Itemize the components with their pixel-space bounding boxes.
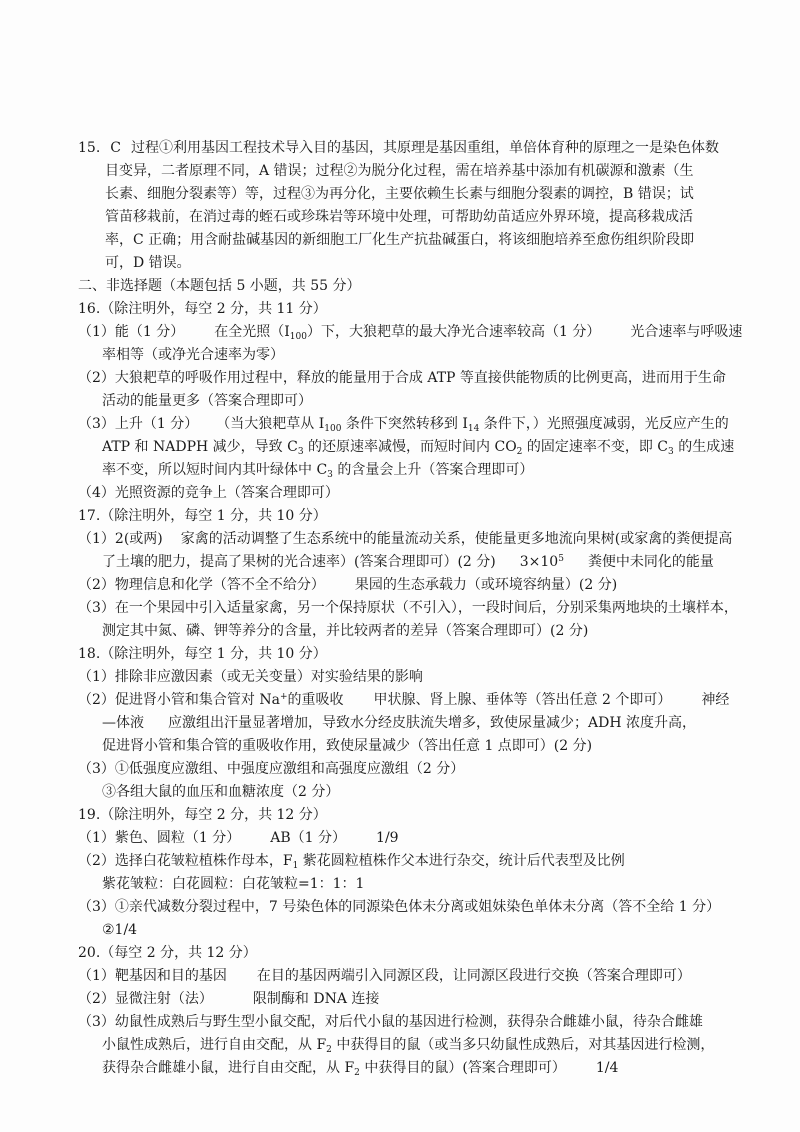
q18-a2-sup: + <box>279 692 288 702</box>
q18-a2-l2-a: —体液 <box>102 715 144 731</box>
q16-a2-line-1 <box>78 367 768 390</box>
q18-a2-part-c: 甲状腺、肾上腺、垂体等（答出任意 2 个即可） <box>373 692 672 708</box>
q18-a2-line-2 <box>78 712 768 735</box>
q17-a1-sup: 5 <box>558 554 564 564</box>
q16-a3-l2-b: 的还原速率减慢，而短时间内 CO <box>303 439 517 455</box>
q17-a3-line-2 <box>78 620 768 643</box>
q15-line-6 <box>78 252 768 275</box>
section-title <box>78 275 768 298</box>
q16-a1-part-c: ）下，大狼耙草的最大净光合速率较高（1 分） <box>306 324 601 340</box>
q17-a1-line-1 <box>78 528 768 551</box>
q16-a2-text-2: 活动的能量更多（答案合理即可） <box>102 393 312 409</box>
q19-a1-line <box>78 827 768 850</box>
q19-a2-line-2 <box>78 873 768 896</box>
q16-a3-part-c: 条件下突然转移到 I <box>341 416 468 432</box>
answer-content <box>78 137 768 1080</box>
q20-a3-l3-b: 中获得目的鼠）(答案合理即可） <box>359 1060 566 1076</box>
q19-a1-part-c: 1/9 <box>376 830 399 846</box>
q16-a3-sub-1: 100 <box>324 424 342 434</box>
q16-a3-l2-c: 的固定速率不变，即 C <box>522 439 669 455</box>
q18-a3-text-2: ③各组大鼠的血压和血糖浓度（2 分） <box>102 784 340 800</box>
q16-a3-l3-b: 的含量会上升（答案合理即可） <box>332 462 534 478</box>
q16-header <box>78 298 768 321</box>
q18-a2-part-a: （2）促进肾小管和集合管对 Na <box>78 692 280 708</box>
q20-a1-part-b: 在目的基因两端引入同源区段，让同源区段进行交换（答案合理即可） <box>256 968 691 984</box>
q16-a3-line-3 <box>78 459 768 482</box>
q15-line-2 <box>78 160 768 183</box>
q16-a3-part-a: （3）上升（1 分） <box>78 416 199 432</box>
q18-a1-text: （1）排除非应激因素（或无关变量）对实验结果的影响 <box>78 669 423 685</box>
q17-a1-l2-c: 粪便中未同化的能量 <box>587 554 714 570</box>
q16-a2-line-2 <box>78 390 768 413</box>
q16-a3-l2-a: ATP 和 NADPH 减少，导致 C <box>102 439 298 455</box>
q17-a2-line <box>78 574 768 597</box>
q20-a3-l2-a: 小鼠性成熟后，进行自由交配，从 F <box>102 1037 327 1053</box>
q18-header-text: 18.（除注明外，每空 1 分，共 10 分） <box>78 646 327 662</box>
q18-a3-line-1 <box>78 758 768 781</box>
q17-header-text: 17.（除注明外，每空 1 分，共 10 分） <box>78 508 327 524</box>
q18-a2-text-3: 促进肾小管和集合管的重吸收作用，致使尿量减少（答出任意 1 点即可）(2 分) <box>102 738 593 754</box>
q19-header-text: 19.（除注明外，每空 2 分，共 12 分） <box>78 807 327 823</box>
q17-header <box>78 505 768 528</box>
q20-a3-text-1: （3）幼鼠性成熟后与野生型小鼠交配，对后代小鼠的基因进行检测，获得杂合雌雄小鼠，待杂合雌雄 <box>78 1014 703 1030</box>
q19-a2-text-2: 紫花皱粒：白花圆粒：白花皱粒=1：1：1 <box>102 876 365 892</box>
q16-a3-part-b: （当大狼耙草从 I <box>216 416 325 432</box>
q20-a1-line <box>78 965 768 988</box>
q20-a3-line-3 <box>78 1057 768 1080</box>
q17-a3-line-1 <box>78 597 768 620</box>
q19-a2-part-b: 紫花圆粒植株作父本进行杂交，统计后代表型及比例 <box>298 853 625 869</box>
q16-a4-text: （4）光照资源的竞争上（答案合理即可） <box>78 485 339 501</box>
q15-answer: C <box>110 140 121 156</box>
q16-a1-part-b: 在全光照（I <box>214 324 290 340</box>
q18-a2-part-d: 神经 <box>701 692 730 708</box>
q17-a2-part-b: 果园的生态承载力（或环境容纳量）(2 分) <box>354 577 618 593</box>
q16-a2-text-1: （2）大狼耙草的呼吸作用过程中，释放的能量用于合成 ATP 等直接供能物质的比例更高，进而用于生命 <box>78 370 726 386</box>
q17-a3-text-1: （3）在一个果园中引入适量家禽，另一个保持原状（不引入），一段时间后，分别采集两地块的土壤样本， <box>78 600 738 616</box>
q20-a3-l3-a: 获得杂合雌雄小鼠，进行自由交配，从 F <box>102 1060 355 1076</box>
q19-a3-text-2: ②1/4 <box>102 922 138 938</box>
q20-header-text: 20.（每空 2 分，共 12 分） <box>78 945 257 961</box>
q15-text-5: 率，C 正确；用含耐盐碱基因的新细胞工厂化生产抗盐碱蛋白，将该细胞培养至愈伤组织阶段即 <box>105 232 695 248</box>
q19-a3-line-2 <box>78 919 768 942</box>
q20-a2-part-a: （2）显微注射（法） <box>78 991 213 1007</box>
q16-header-text: 16.（除注明外，每空 2 分，共 11 分） <box>78 301 327 317</box>
q15-text-1: 过程①利用基因工程技术导入目的基因，其原理是基因重组，单倍体育种的原理之一是染色体数 <box>130 140 719 156</box>
q19-a2-line-1 <box>78 850 768 873</box>
q18-a2-l2-b: 应激组出汗量显著增加，导致水分经皮肤流失增多，致使尿量减少；ADH 浓度升高， <box>168 715 696 731</box>
q15-line-3 <box>78 183 768 206</box>
q20-a3-l2-sub: 2 <box>326 1045 332 1055</box>
q19-a3-line-1 <box>78 896 768 919</box>
q17-a3-text-2: 测定其中氮、磷、钾等养分的含量，并比较两者的差异（答案合理即可）(2 分) <box>102 623 589 639</box>
q19-a1-part-a: （1）紫色、圆粒（1 分） <box>78 830 241 846</box>
q20-a2-part-b: 限制酶和 DNA 连接 <box>252 991 380 1007</box>
q18-a2-line-3 <box>78 735 768 758</box>
q16-a1-sub: 100 <box>289 332 307 342</box>
q18-a1-line <box>78 666 768 689</box>
q17-a1-l2-b: 3×10 <box>519 554 559 570</box>
q17-a2-part-a: （2）物理信息和化学（答不全不给分） <box>78 577 325 593</box>
q16-a3-line-2 <box>78 436 768 459</box>
q20-a1-part-a: （1）靶基因和目的基因 <box>78 968 227 984</box>
q16-a3-l3-sub: 3 <box>327 470 333 480</box>
q19-a3-text-1: （3）①亲代减数分裂过程中，7 号染色体的同源染色体未分离或姐妹染色单体未分离（答不全给 1 分） <box>78 899 721 915</box>
q19-a2-sub: 1 <box>292 861 299 871</box>
q18-a2-line-1 <box>78 689 768 712</box>
q16-a3-l2-sub-1: 3 <box>297 447 304 457</box>
q18-a3-text-1: （3）①低强度应激组、中强度应激组和高强度应激组（2 分） <box>78 761 465 777</box>
q20-a3-l3-c: 1/4 <box>595 1060 619 1076</box>
q18-a3-line-2 <box>78 781 768 804</box>
q15-line-1 <box>78 137 768 160</box>
q18-header <box>78 643 768 666</box>
q16-a1-part-a: （1）能（1 分） <box>78 324 185 340</box>
q20-a2-line <box>78 988 768 1011</box>
q15-text-2: 目变异，二者原理不同，A 错误；过程②为脱分化过程，需在培养基中添加有机碳源和激素（生 <box>105 163 694 179</box>
q17-a1-line-2 <box>78 551 768 574</box>
q19-a2-part-a: （2）选择白花皱粒植株作母本，F <box>78 853 293 869</box>
q16-a1-line-2 <box>78 344 768 367</box>
q17-a1-part-a: （1）2(或两) <box>78 531 163 547</box>
q16-a3-l2-sub-3: 3 <box>668 447 674 457</box>
q16-a3-line-1 <box>78 413 768 436</box>
q18-a2-part-b: 的重吸收 <box>287 692 344 708</box>
q16-a1-line-1 <box>78 321 768 344</box>
q15-line-5 <box>78 229 768 252</box>
section-title-text: 二、非选择题（本题包括 5 小题，共 55 分） <box>78 278 361 294</box>
q16-a3-l2-d: 的生成速 <box>673 439 735 455</box>
q20-a3-l2-b: 中获得目的鼠（或当多只幼鼠性成熟后，对其基因进行检测， <box>331 1037 715 1053</box>
q19-a1-part-b: AB（1 分） <box>270 830 347 846</box>
q16-a3-l3-a: 率不变，所以短时间内其叶绿体中 C <box>102 462 328 478</box>
q20-a3-l3-sub: 2 <box>354 1068 360 1078</box>
q15-line-4 <box>78 206 768 229</box>
q17-a1-l2-a: 了土壤的肥力，提高了果树的光合速率）(答案合理即可）(2 分) <box>102 554 496 570</box>
q16-a1-text-2: 率相等（或净光合速率为零） <box>102 347 284 363</box>
q16-a1-part-d: 光合速率与呼吸速 <box>630 324 743 340</box>
q16-a3-l2-sub-2: 2 <box>516 447 523 457</box>
q19-header <box>78 804 768 827</box>
q15-text-6: 可，D 错误。 <box>105 255 191 271</box>
q15-text-3: 长素、细胞分裂素等）等，过程③为再分化，主要依赖生长素与细胞分裂素的调控，B 错误；试 <box>105 186 694 202</box>
q15-text-4: 管苗移栽前，在消过毒的蛭石或珍珠岩等环境中处理，可帮助幼苗适应外界环境，提高移栽成活 <box>105 209 693 225</box>
q16-a4-line <box>78 482 768 505</box>
q16-a3-sub-2: 14 <box>467 424 480 434</box>
q17-a1-part-b: 家禽的活动调整了生态系统中的能量流动关系，使能量更多地流向果树(或家禽的粪便提高 <box>180 531 733 547</box>
q20-a3-line-2 <box>78 1034 768 1057</box>
q15-number: 15. <box>78 140 101 156</box>
q20-header <box>78 942 768 965</box>
q16-a3-part-d: 条件下，）光照强度减弱，光反应产生的 <box>479 416 729 432</box>
q20-a3-line-1 <box>78 1011 768 1034</box>
